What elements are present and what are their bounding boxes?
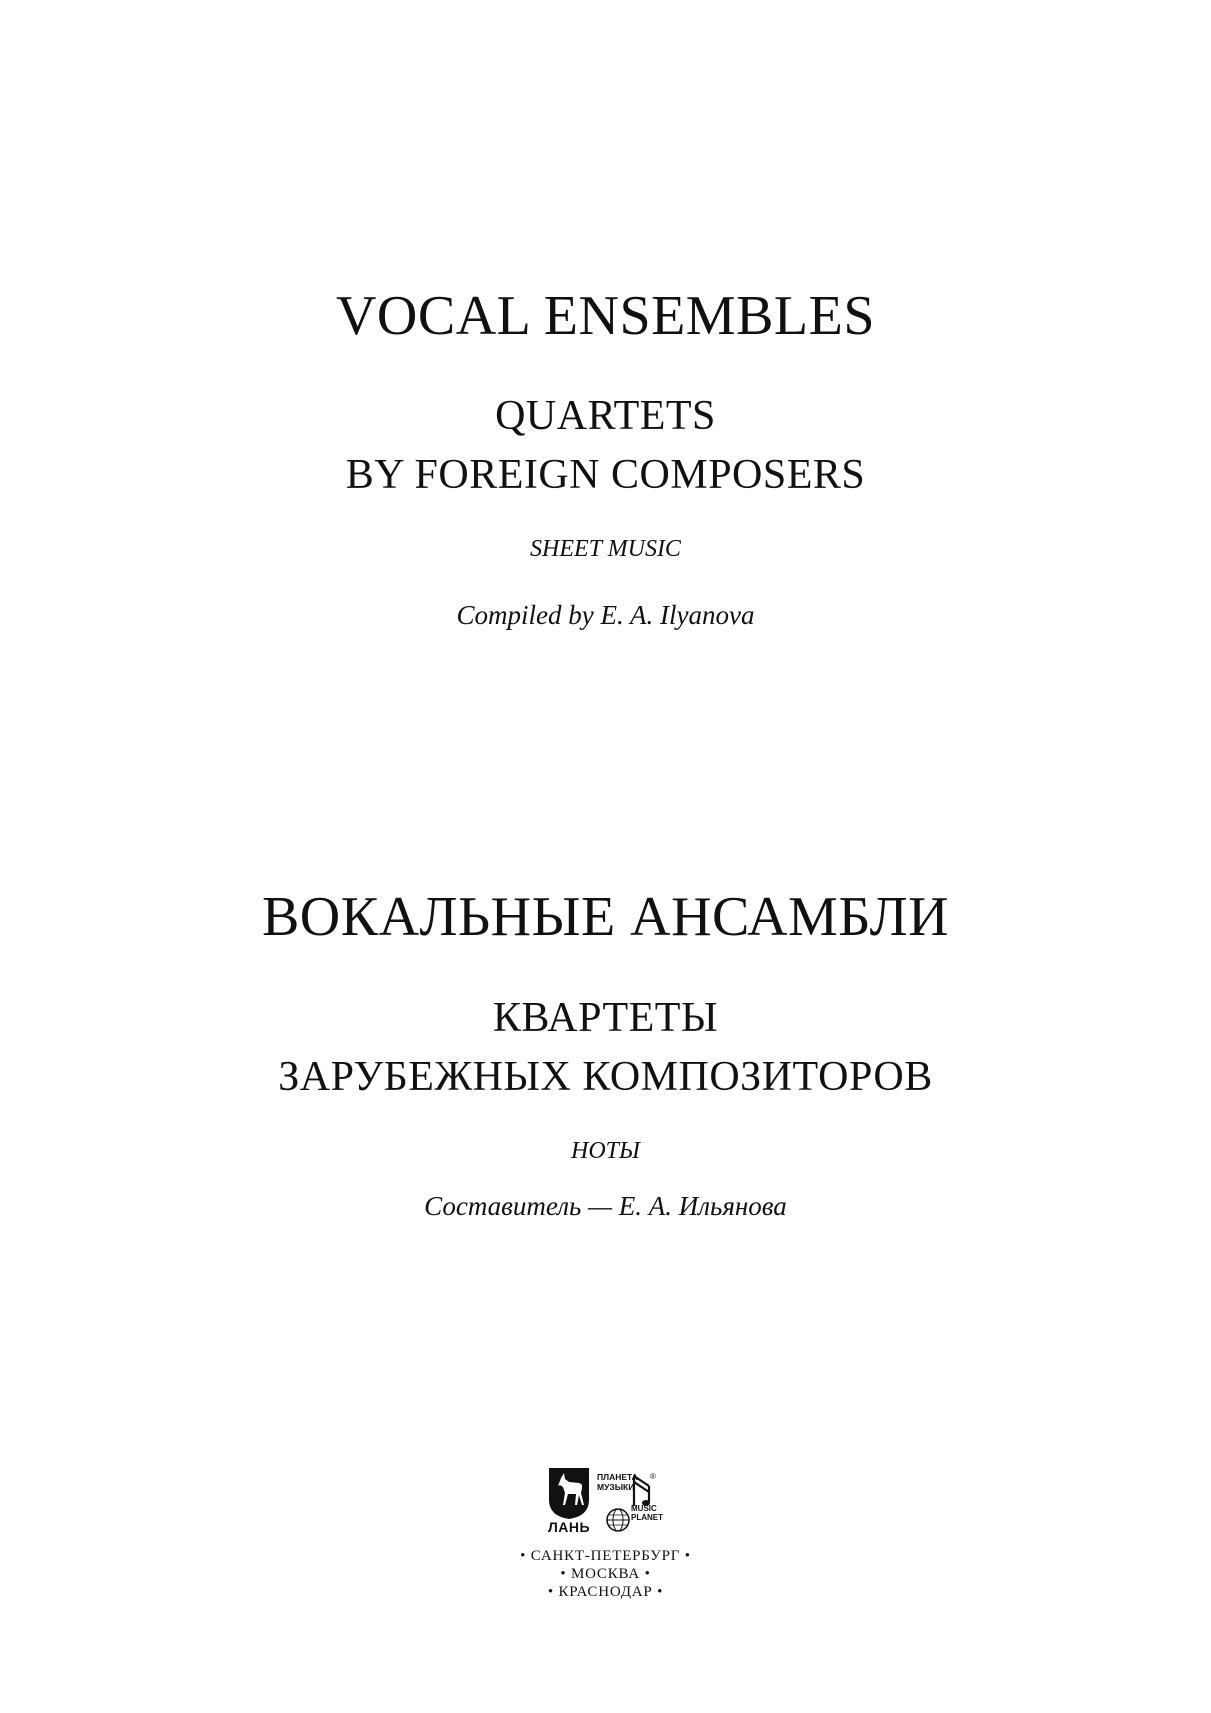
russian-compiler: Составитель — Е. А. Ильянова — [424, 1191, 787, 1221]
russian-subtitle-line1: КВАРТЕТЫ — [492, 995, 719, 1041]
city-moscow: • МОСКВА • — [560, 1566, 651, 1582]
lan-wordmark: ЛАНЬ — [547, 1519, 591, 1535]
globe-icon — [605, 1507, 631, 1533]
music-line1: MUSIC — [631, 1504, 657, 1513]
english-title: VOCAL ENSEMBLES — [335, 285, 875, 347]
russian-subtitle-line2: ЗАРУБЕЖНЫХ КОМПОЗИТОРОВ — [278, 1054, 933, 1100]
publisher-logo — [547, 1466, 677, 1540]
city-krasnodar: • КРАСНОДАР • — [547, 1584, 664, 1600]
planet-line1: ПЛАНЕТА — [597, 1472, 638, 1482]
planet-line2: МУЗЫКИ — [597, 1482, 635, 1492]
planet-word-line2: PLANET — [631, 1513, 663, 1522]
music-planet-wordmark — [631, 1504, 663, 1522]
city-saint-petersburg: • САНКТ-ПЕТЕРБУРГ • — [520, 1548, 691, 1564]
english-subtitle-line2: BY FOREIGN COMPOSERS — [345, 452, 866, 498]
registered-mark: ® — [650, 1472, 656, 1481]
russian-title: ВОКАЛЬНЫЕ АНСАМБЛИ — [261, 886, 950, 948]
english-kind: SHEET MUSIC — [530, 536, 681, 562]
english-subtitle-line1: QUARTETS — [495, 393, 716, 439]
doe-emblem-icon — [547, 1466, 591, 1520]
russian-kind: НОТЫ — [571, 1138, 640, 1164]
english-compiler: Compiled by E. A. Ilyanova — [456, 600, 755, 630]
